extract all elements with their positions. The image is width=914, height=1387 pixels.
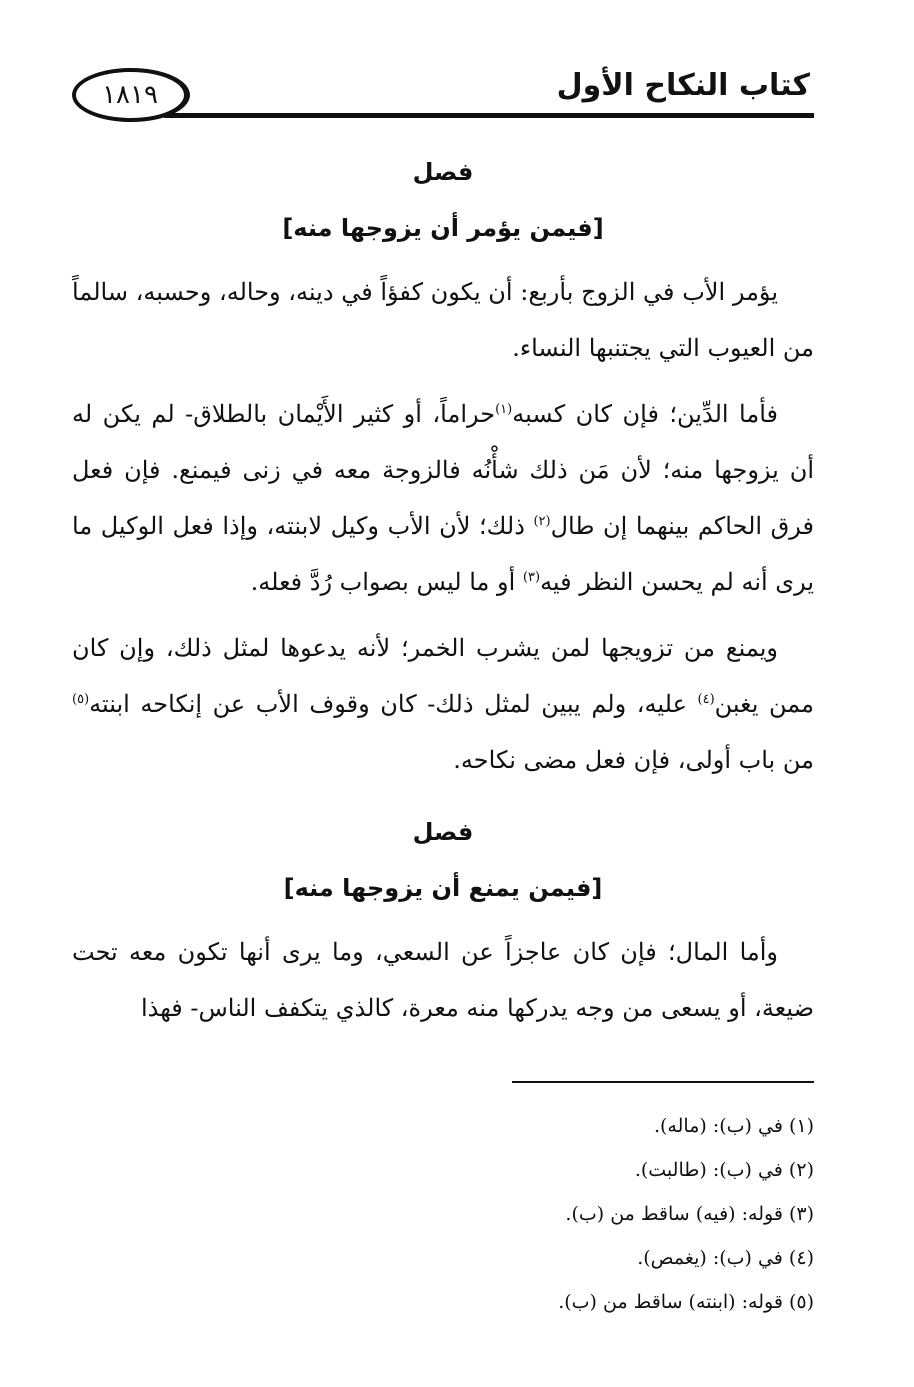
section-label: فصل [412,158,474,186]
paragraph [72,264,814,376]
footnote: (١) في (ب): (ماله). [653,1115,814,1137]
paragraph-text: عليه، ولم يبين لمثل ذلك- كان وقوف الأب عن إنكاحه ابنته [89,690,698,718]
paragraph-text: وأما المال؛ فإن كان عاجزاً عن السعي، وما يرى أنها تكون معه تحت ضيعة، أو يسعى من وجه يدركها منه معرة، كالذي يتكفف الناس- فهذا [72,938,814,1022]
footnote-ref[interactable]: (٤) [697,692,715,707]
footnote-ref[interactable]: (١) [495,402,513,417]
paragraph [72,620,814,788]
section-heading: [فيمن يمنع أن يزوجها منه] [283,874,603,902]
page-number: ١٨١٩ [102,80,158,110]
footnote: (٣) قوله: (فيه) ساقط من (ب). [565,1203,814,1225]
footnote-ref[interactable]: (٢) [533,514,551,529]
page-body [72,150,814,1046]
section-label: فصل [412,818,474,846]
footnote-ref[interactable]: (٣) [522,570,541,585]
page-number-badge [72,68,190,122]
paragraph-text: حراماً، أو كثير الأَيْمان بالطلاق- لم يكن له أن يزوجها منه؛ لأن مَن ذلك شأْنُه فالزوجة معه في زنى فيمنع. فإن فعل فرق الحاكم بينهما إن طال [72,400,815,540]
paragraph-text: من باب أولى، فإن فعل مضى نكاحه. [453,746,814,774]
section-heading: [فيمن يؤمر أن يزوجها منه] [282,214,604,242]
footnote-ref[interactable]: (٥) [72,692,90,707]
paragraph [72,924,814,1036]
paragraph-text: أو ما ليس بصواب رُدَّ فعله. [250,568,523,596]
page-header [64,62,814,122]
paragraph-text: ويمنع من تزويجها لمن يشرب الخمر؛ لأنه يدعوها لمثل ذلك، وإن كان ممن يغبن [72,634,814,718]
book-title: كتاب النكاح الأول [556,68,810,103]
footnote: (٥) قوله: (ابنته) ساقط من (ب). [558,1291,814,1313]
footnotes-list [314,1104,814,1324]
paragraph [72,386,814,610]
footnote-divider [512,1081,814,1083]
footnote: (٤) في (ب): (يغمص). [637,1247,814,1269]
paragraph-text: يؤمر الأب في الزوج بأربع: أن يكون كفؤاً في دينه، وحاله، وحسبه، سالماً من العيوب التي يجتنبها النساء. [72,278,814,362]
paragraph-text: فأما الدِّين؛ فإن كان كسبه [512,400,779,428]
footnote: (٢) في (ب): (طالبت). [634,1159,814,1181]
paragraph-text: ذلك؛ لأن الأب وكيل لابنته، وإذا فعل الوكيل ما يرى أنه لم يحسن النظر فيه [72,512,814,596]
header-rule [164,113,814,118]
